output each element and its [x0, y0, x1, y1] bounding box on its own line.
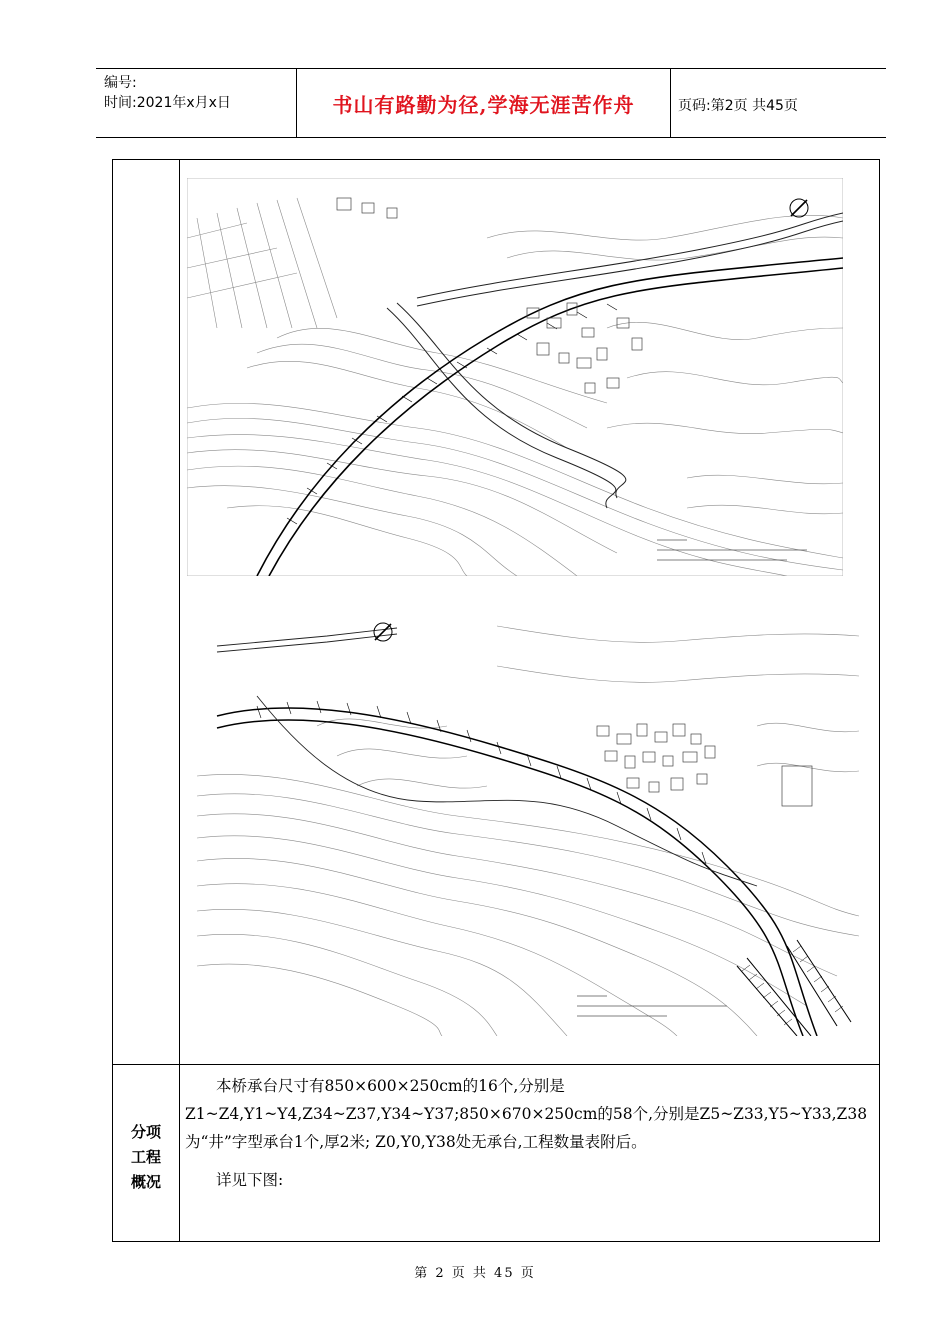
header-motto: 书山有路勤为径,学海无涯苦作舟 — [332, 93, 635, 117]
see-below-text: 详见下图: — [216, 1171, 284, 1189]
site-plan-drawing-lower — [197, 606, 859, 1036]
row-label-line: 概况 — [130, 1173, 161, 1191]
row-label-line: 分项 — [130, 1123, 161, 1141]
table-column-divider — [179, 160, 180, 1241]
row-label-subproject-overview — [113, 1120, 179, 1195]
header-divider — [670, 69, 671, 137]
site-plan-drawing-upper — [187, 178, 843, 576]
header-meta — [104, 73, 231, 113]
row-label-line: 工程 — [130, 1148, 161, 1166]
header-page-info: 页码:第2页 共45页 — [678, 98, 798, 114]
table-row-divider — [113, 1064, 879, 1065]
overview-paragraph: 本桥承台尺寸有850×600×250cm的16个,分别是Z1~Z4,Y1~Y4,Z34~Z37,Y34~Y37;850×670×250cm的58个,分别是Z5~Z33,Y5~Y33,Z38为“井”字型承台1个,厚2米; Z0,Y0,Y38处无承台,工程数量表附后。 — [185, 1077, 868, 1151]
content-table — [112, 159, 880, 1242]
document-time: 时间:2021年x月x日 — [104, 95, 231, 111]
page-header — [96, 68, 886, 138]
page-footer: 第 2 页 共 45 页 — [414, 1266, 536, 1281]
document-number-label: 编号: — [104, 75, 137, 91]
